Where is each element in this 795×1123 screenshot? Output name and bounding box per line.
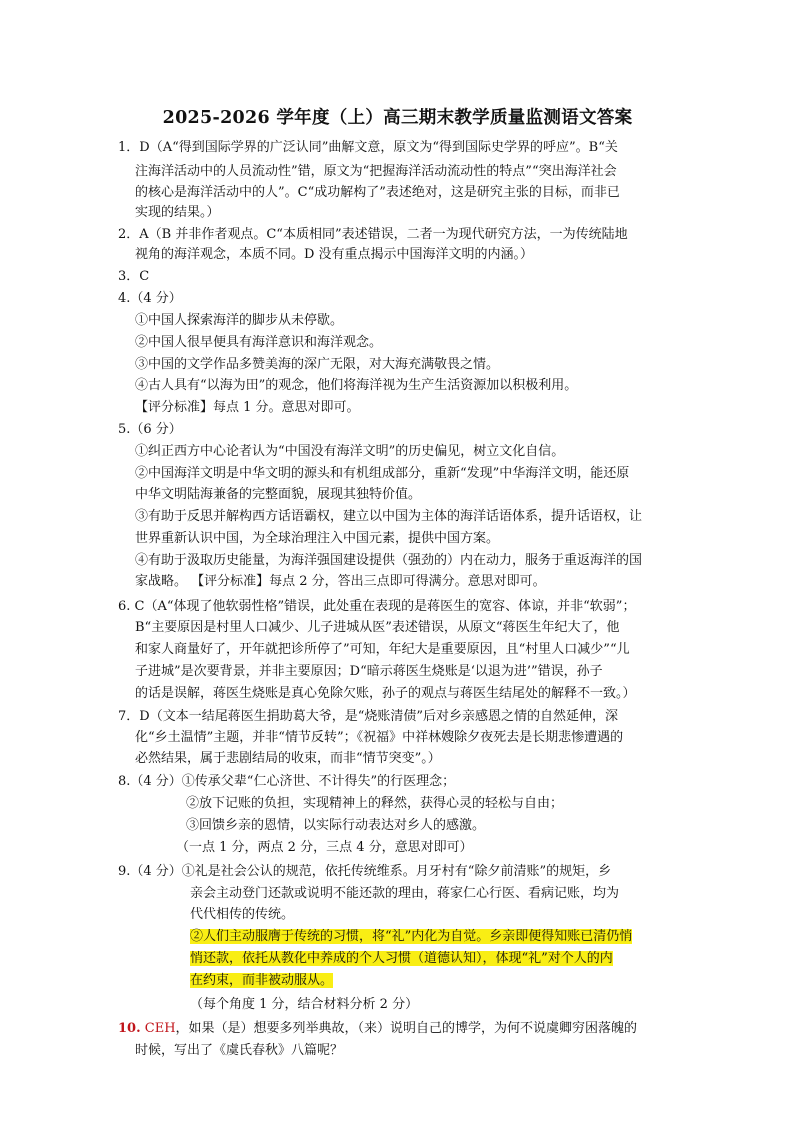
answer-line: ④有助于汲取历史能量，为海洋强国建设提供（强劲的）内在动力，服务于重返海洋的国 xyxy=(135,553,643,568)
answer-line: 【评分标准】每点 1 分。意思对即可。 xyxy=(135,400,360,415)
answer-line: 世界重新认识中国，为全球治理注入中国元素，提供中国方案。 xyxy=(135,531,500,546)
answer-line: B“主要原因是村里人口减少、儿子进城从医”表述错误，从原文“蒋医生年纪大了，他 xyxy=(135,620,620,635)
question-number: 10. xyxy=(118,1021,141,1036)
answer-line: 视角的海洋观念，本质不同。D 没有重点揭示中国海洋文明的内涵。） xyxy=(135,247,534,262)
answer-line: 注海洋活动中的人员流动性”错，原文为“把握海洋活动流动性的特点”“突出海洋社会 xyxy=(135,164,617,179)
answer-line: 必然结果，属于悲剧结局的收束，而非“情节突变”。） xyxy=(135,751,441,766)
answer-line: ③有助于反思并解构西方话语霸权，建立以中国为主体的海洋话语体系，提升话语权，让 xyxy=(135,509,643,524)
answer-line: 3．C xyxy=(118,269,150,284)
answer-line: 6. C（A“体现了他软弱性格”错误，此处重在表现的是蒋医生的宽容、体谅，并非“软弱”； xyxy=(118,599,636,614)
answer-line: 代代相传的传统。 xyxy=(190,907,295,922)
answer-line: ③中国的文学作品多赞美海的深广无限，对大海充满敬畏之情。 xyxy=(135,357,500,372)
highlighted-answer-line xyxy=(190,928,632,946)
answer-line: 家战略。 【评分标准】每点 2 分，答出三点即可得满分。意思对即可。 xyxy=(135,574,546,589)
highlight-mark: 在约束，而非被动服从。 xyxy=(190,973,334,988)
answer-line: 实现的结果。） xyxy=(135,205,220,220)
answer-line: ④古人具有“以海为田”的观念，他们将海洋视为生产生活资源加以积极利用。 xyxy=(135,378,578,393)
highlight-mark: 悄还款，依托从教化中养成的个人习惯（道德认知），体现“礼”对个人的内 xyxy=(190,951,613,966)
answer-line: 时候，写出了《虞氏春秋》八篇呢？ xyxy=(135,1043,344,1058)
answer-line: 5.（6 分） xyxy=(118,422,182,437)
answer-line: 亲会主动登门还款或说明不能还款的理由，蒋家仁心行医、看病记账，均为 xyxy=(190,886,620,901)
highlighted-answer-line xyxy=(190,950,613,968)
answer-line: 7．D（文本一结尾蒋医生捐助葛大爷，是“烧账清债”后对乡亲感恩之情的自然延伸，深 xyxy=(118,709,618,724)
answer-choice: CEH xyxy=(144,1021,176,1036)
answer-line: 中华文明陆海兼备的完整面貌，展现其独特价值。 xyxy=(135,487,422,502)
answer-line: 的话是误解，蒋医生烧账是真心免除欠账，孙子的观点与蒋医生结尾处的解释不一致。） xyxy=(135,686,636,701)
highlight-mark: ②人们主动服膺于传统的习惯，将“礼”内化为自觉。乡亲即便得知账已清仍悄 xyxy=(190,929,633,944)
answer-line: 子进城”是次要背景，并非主要原因；D“暗示蒋医生烧账是‘以退为进’”错误，孙子 xyxy=(135,664,603,679)
answer-line: 2．A（B 并非作者观点。C“本质相同”表述错误，二者一为现代研究方法，一为传统陆地 xyxy=(118,227,628,242)
translation-text: ，如果（是）想要多列举典故，（来）说明自己的博学，为何不说虞卿穷困落魄的 xyxy=(175,1021,638,1036)
answer-line: 1．D（A“得到国际学界的广泛认同”曲解文意，原文为“得到国际史学界的呼应”。B“关 xyxy=(118,140,618,155)
answer-line: （一点 1 分，两点 2 分，三点 4 分，意思对即可） xyxy=(176,840,473,855)
answer-line: ①纠正西方中心论者认为“中国没有海洋文明”的历史偏见，树立文化自信。 xyxy=(135,444,565,459)
answer-line: 4.（4 分） xyxy=(118,291,182,306)
answer-line: ②中国人很早便具有海洋意识和海洋观念。 xyxy=(135,335,383,350)
answer-line-10 xyxy=(118,1020,637,1038)
highlighted-answer-line xyxy=(190,972,333,990)
answer-line: ②中国海洋文明是中华文明的源头和有机组成部分，重新“发现”中华海洋文明，能还原 xyxy=(135,466,630,481)
answer-line: ②放下记账的负担，实现精神上的释然，获得心灵的轻松与自由； xyxy=(186,796,564,811)
page-title: 2025-2026 学年度（上）高三期末教学质量监测语文答案 xyxy=(162,108,633,128)
answer-line: ①中国人探索海洋的脚步从未停歇。 xyxy=(135,313,344,328)
answer-line: （每个角度 1 分，结合材料分析 2 分） xyxy=(190,997,419,1012)
answer-line: 和家人商量好了，开年就把诊所停了”可知，年纪大是重要原因，且“村里人口减少”“儿 xyxy=(135,642,630,657)
answer-line: 8.（4 分）①传承父辈“仁心济世、不计得失”的行医理念； xyxy=(118,774,456,789)
answer-line: ③回馈乡亲的恩情，以实际行动表达对乡人的感激。 xyxy=(186,818,486,833)
answer-line: 化“乡土温情”主题，并非“情节反转”；《祝福》中祥林嫂除夕夜死去是长期悲惨遭遇的 xyxy=(135,730,624,745)
answer-line: 9.（4 分）①礼是社会公认的规范，依托传统维系。月牙村有“除夕前清账”的规矩，乡 xyxy=(118,864,612,879)
answer-line: 的核心是海洋活动中的人”。C“成功解构了”表述绝对，这是研究主张的目标，而非已 xyxy=(135,185,620,200)
